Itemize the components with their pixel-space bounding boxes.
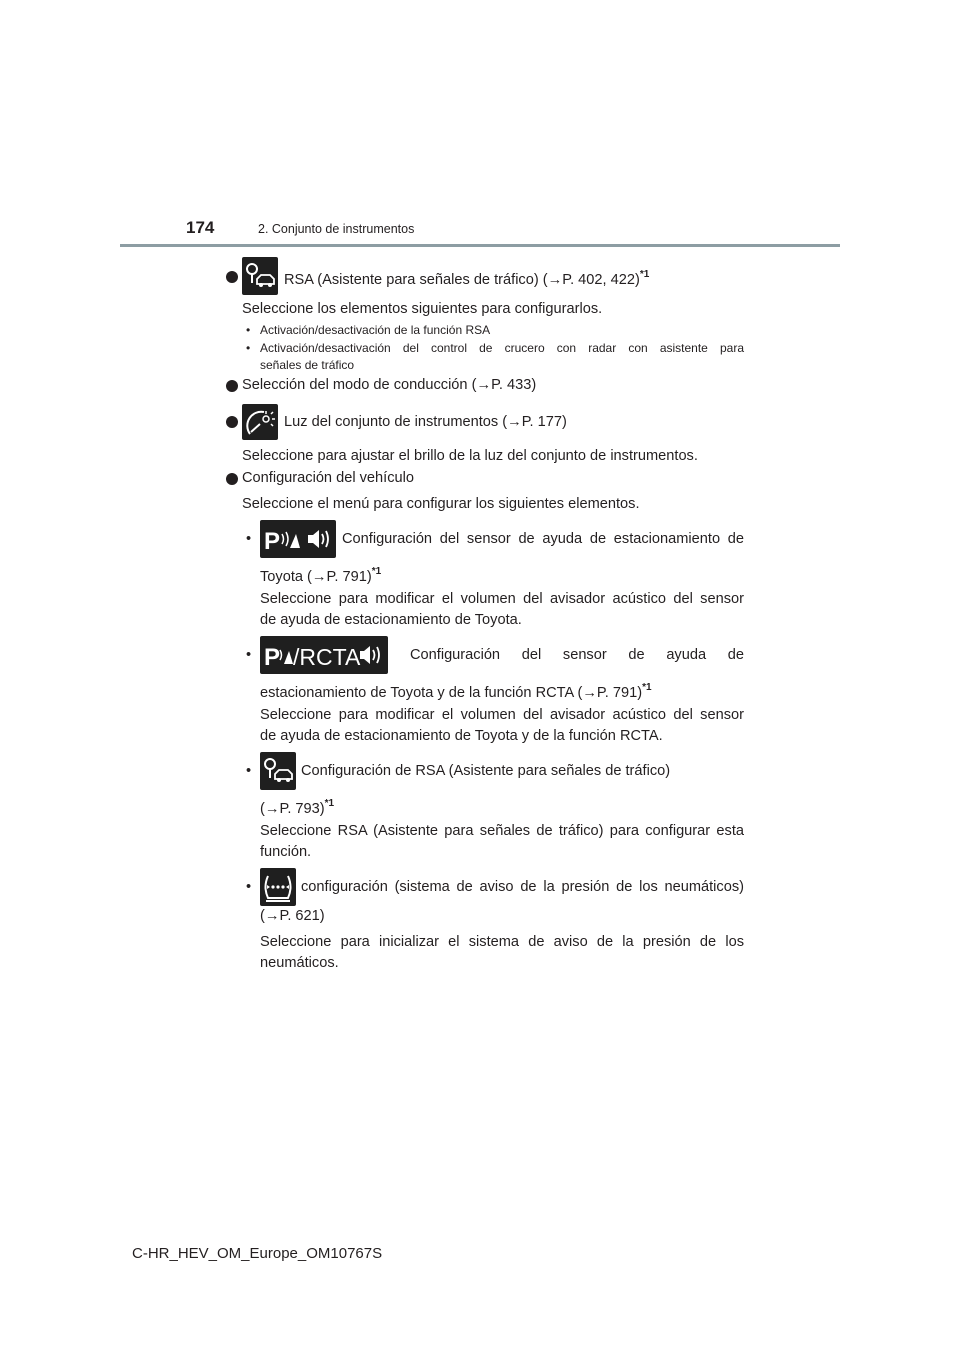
sub-2-desc: Seleccione para modificar el volumen del avisador acústico del sensor (260, 707, 744, 723)
sub-1-title: Configuración del sensor de ayuda de estacionamiento de (342, 531, 744, 547)
sub-bullet-3: • (246, 763, 252, 779)
rsa-sub-bullet-1: • (246, 323, 251, 337)
footnote-marker: *1 (371, 566, 382, 577)
sub-2-desc-cont: de ayuda de estacionamiento de Toyota y de la función RCTA. (260, 728, 663, 744)
sub-1-desc-cont: de ayuda de estacionamiento de Toyota. (260, 612, 522, 628)
drive-mode-title: Selección del modo de conducción (→P. 433) (242, 377, 537, 393)
rsa-page-link[interactable]: →P. 402, 422) (547, 272, 640, 288)
footnote-marker: *1 (324, 798, 335, 809)
sub-4-desc-cont: neumáticos. (260, 955, 339, 971)
sub-3-desc-cont: función. (260, 844, 312, 860)
sub-3-title-cont: (→P. 793)$^{*1}$ (260, 798, 335, 817)
sub-4-title-cont: (→P. 621) (260, 908, 325, 924)
sub-4-page-link[interactable]: →P. 621) (264, 908, 325, 924)
document-id: C-HR_HEV_OM_Europe_OM10767S (132, 1245, 383, 1262)
sub-2-page-link[interactable]: →P. 791) (582, 685, 643, 701)
sub-2-title-cont: estacionamiento de Toyota y de la función RCTA (→P. 791)$^{*1}$ (260, 682, 652, 701)
page-number: 174 (186, 218, 215, 237)
bullet-light (226, 416, 238, 428)
sub-bullet-2: • (246, 647, 252, 663)
vehicle-description: Seleccione el menú para configurar los siguientes elementos. (242, 496, 640, 512)
sub-bullet-1: • (246, 531, 252, 547)
bullet-vehicle (226, 473, 238, 485)
sub-1-desc: Seleccione para modificar el volumen del avisador acústico del sensor (260, 591, 744, 607)
light-title: Luz del conjunto de instrumentos (→P. 177) (284, 414, 567, 430)
rsa-sub-bullet-2: • (246, 341, 251, 355)
bullet-drive-mode (226, 380, 238, 392)
parking-rcta-volume-icon (260, 636, 388, 674)
bullet-rsa (226, 271, 238, 283)
brightness-gauge-icon (242, 404, 278, 440)
svg-text:P: P (264, 528, 281, 555)
vehicle-title: Configuración del vehículo (242, 470, 414, 486)
sub-2-title: Configuración del sensor de ayuda de (410, 647, 744, 663)
footnote-marker: *1 (642, 682, 652, 693)
parking-sensor-volume-icon (260, 520, 336, 558)
rsa-sub-item-1: Activación/desactivación de la función RSA (260, 323, 491, 337)
footnote-marker: *1 (639, 269, 650, 280)
sub-3-desc: Seleccione RSA (Asistente para señales de tráfico) para configurar esta (260, 823, 744, 839)
rsa-description: Seleccione los elementos siguientes para configurarlos. (242, 301, 603, 317)
sub-1-title-cont: Toyota (→P. 791)$^{*1}$ (260, 566, 382, 585)
icon-label: /RCTA (293, 644, 361, 670)
light-page-link[interactable]: →P. 177) (507, 414, 567, 430)
road-sign-car-icon (242, 257, 278, 295)
drive-mode-page-link[interactable]: →P. 433) (476, 377, 537, 393)
sub-bullet-4: • (246, 879, 252, 895)
rsa-sub-item-2: Activación/desactivación del control de crucero con radar con asistente para (260, 341, 744, 355)
sub-4-desc: Seleccione para inicializar el sistema de aviso de la presión de los (260, 934, 744, 950)
road-sign-car-icon (260, 752, 296, 790)
sub-4-title: configuración (sistema de aviso de la presión de los neumáticos) (301, 879, 744, 895)
header-divider (120, 244, 840, 247)
chapter-title: 2. Conjunto de instrumentos (258, 222, 415, 236)
sub-3-title: Configuración de RSA (Asistente para señales de tráfico) (301, 763, 671, 779)
rsa-title: RSA (Asistente para señales de tráfico) (→P. 402, 422)$^{*1}$ (284, 269, 650, 288)
tire-pressure-icon (260, 868, 296, 906)
sub-3-page-link[interactable]: →P. 793) (264, 801, 325, 817)
light-description: Seleccione para ajustar el brillo de la luz del conjunto de instrumentos. (242, 448, 698, 464)
rsa-sub-item-2-cont: señales de tráfico (260, 358, 355, 372)
svg-text:P: P (264, 644, 281, 671)
sub-1-page-link[interactable]: →P. 791) (311, 569, 372, 585)
